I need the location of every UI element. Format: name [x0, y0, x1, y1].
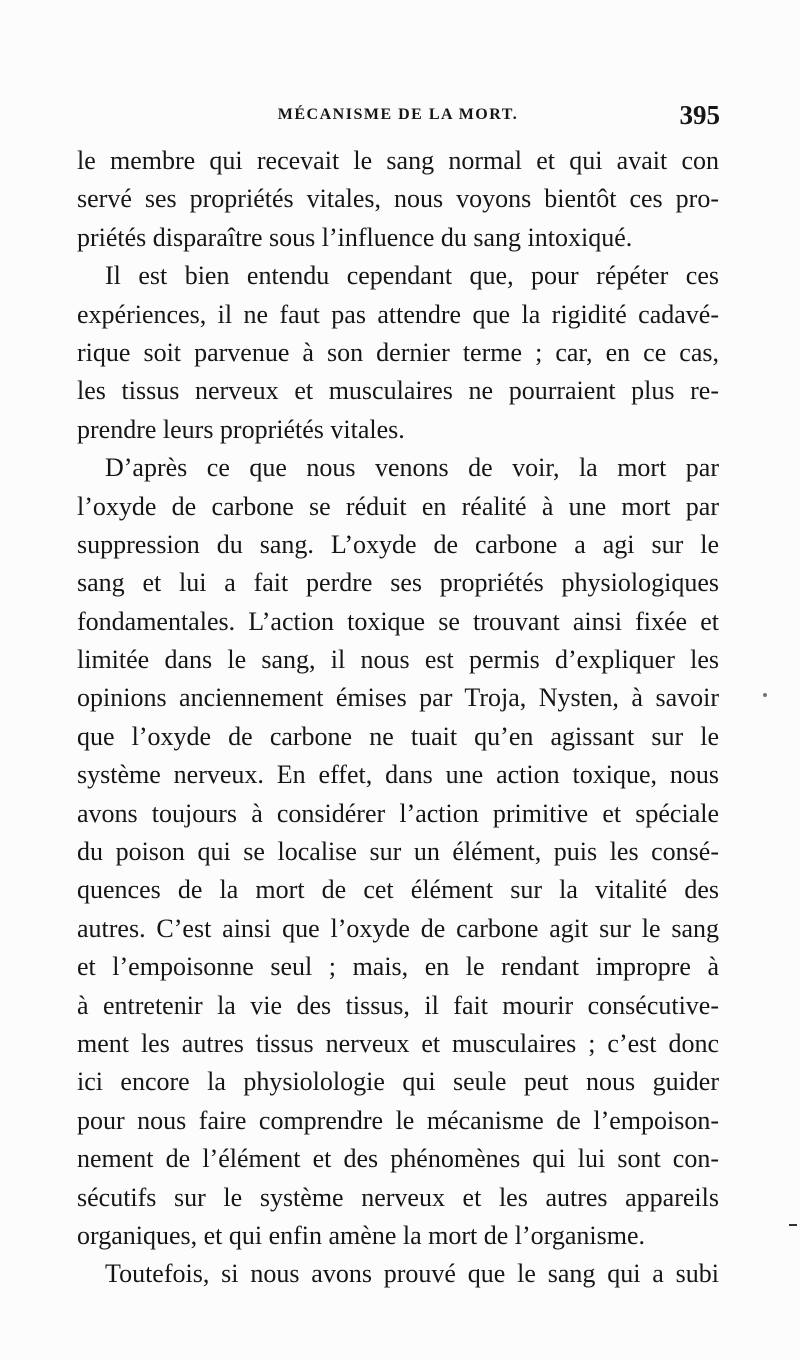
text-line: ici encore la physiolologie qui seule peut nous guider	[77, 1067, 719, 1097]
text-line: D’après ce que nous venons de voir, la mort par	[105, 453, 719, 483]
text-line: les tissus nerveux et musculaires ne pourraient plus re-	[77, 376, 719, 406]
page-speck	[763, 693, 767, 697]
text-line: priétés disparaître sous l’influence du sang intoxiqué.	[77, 222, 633, 252]
text-line: sécutifs sur le système nerveux et les autres appareils	[77, 1182, 719, 1212]
body-text	[77, 142, 719, 1294]
text-line: système nerveux. En effet, dans une action toxique, nous	[77, 760, 719, 790]
running-head-title: MÉCANISME DE LA MORT.	[277, 106, 519, 123]
text-line: avons toujours à considérer l’action primitive et spéciale	[77, 798, 719, 828]
text-line: sang et lui a fait perdre ses propriétés physiologiques	[77, 568, 719, 598]
text-line: pour nous faire comprendre le mécanisme de l’empoison-	[77, 1105, 719, 1135]
text-line: du poison qui se localise sur un élément, puis les consé-	[77, 837, 719, 867]
text-line: servé ses propriétés vitales, nous voyons bientôt ces pro-	[77, 184, 719, 214]
text-line: à entretenir la vie des tissus, il fait mourir consécutive-	[77, 990, 719, 1020]
text-line: limitée dans le sang, il nous est permis d’expliquer les	[77, 645, 719, 675]
text-line: autres. C’est ainsi que l’oxyde de carbone agit sur le sang	[77, 913, 719, 943]
text-line: le membre qui recevait le sang normal et qui avait con	[77, 146, 719, 175]
text-line: quences de la mort de cet élément sur la vitalité des	[77, 875, 719, 905]
text-line: Toutefois, si nous avons prouvé que le sang qui a subi	[105, 1259, 719, 1289]
text-line: organiques, et qui enfin amène la mort de l’organisme.	[77, 1220, 645, 1250]
running-head	[78, 100, 718, 134]
text-line: ment les autres tissus nerveux et musculaires ; c’est donc	[77, 1028, 719, 1058]
text-line: Il est bien entendu cependant que, pour répéter ces	[105, 261, 719, 291]
text-line: prendre leurs propriétés vitales.	[77, 414, 405, 444]
text-line: suppression du sang. L’oxyde de carbone a agi sur le	[77, 529, 719, 559]
margin-mark	[789, 1224, 797, 1226]
text-line: fondamentales. L’action toxique se trouvant ainsi fixée et	[77, 606, 719, 636]
text-line: expériences, il ne faut pas attendre que la rigidité cadavé-	[77, 299, 719, 329]
text-line: que l’oxyde de carbone ne tuait qu’en agissant sur le	[77, 721, 719, 751]
text-line: nement de l’élément et des phénomènes qui lui sont con-	[77, 1144, 719, 1174]
text-line: l’oxyde de carbone se réduit en réalité à une mort par	[77, 491, 719, 521]
text-line: rique soit parvenue à son dernier terme ; car, en ce cas,	[77, 337, 719, 367]
page-number: 395	[679, 100, 720, 130]
text-line: et l’empoisonne seul ; mais, en le rendant impropre à	[77, 952, 719, 982]
text-line: opinions anciennement émises par Troja, Nysten, à savoir	[77, 683, 719, 713]
